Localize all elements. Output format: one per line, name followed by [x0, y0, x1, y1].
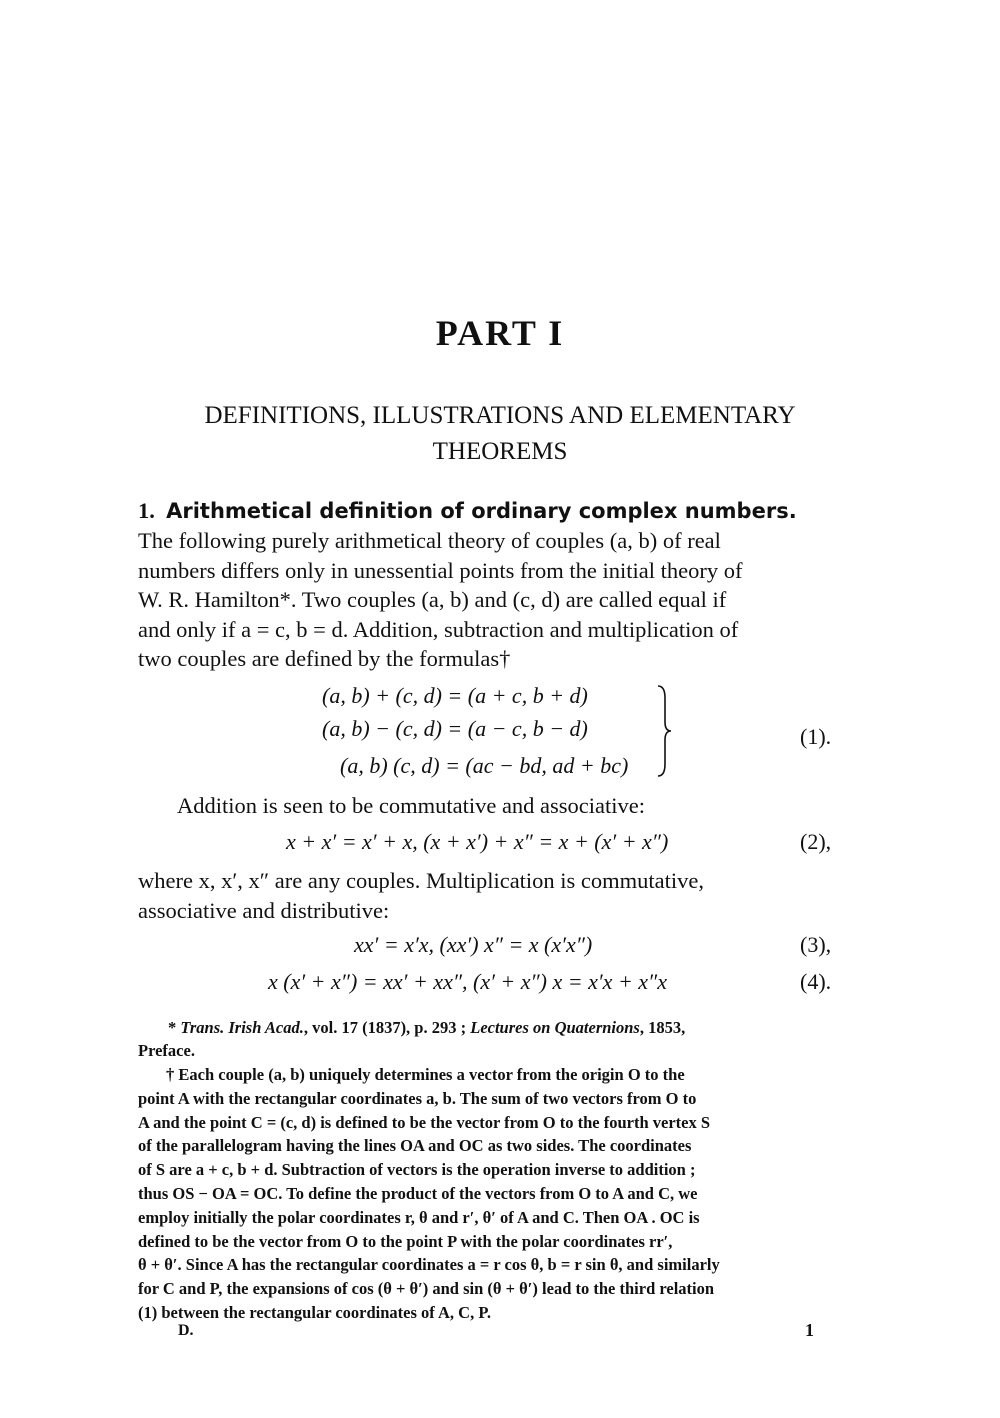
paragraph-1 [138, 526, 860, 674]
paragraph-3 [138, 866, 860, 925]
footnote-1 [168, 1016, 860, 1040]
equation-number-1: (1). [800, 724, 832, 749]
footnote-source: Trans. Irish Acad. [180, 1018, 304, 1037]
footnote-line: θ + θ′. Since A has the rectangular coordinates a = r cos θ, b = r sin θ, and similarly [138, 1255, 720, 1275]
paragraph-line: W. R. Hamilton*. Two couples (a, b) and (c, d) are called equal if [138, 587, 727, 612]
footnote-line: of the parallelogram having the lines OA and OC as two sides. The coordinates [138, 1136, 692, 1156]
equation-number-3: (3), [800, 932, 832, 957]
equation-number-4: (4). [800, 969, 832, 994]
equation-3: xx′ = x′x, (xx′) x″ = x (x′x″) [354, 932, 593, 957]
footnote-year: , 1853, [639, 1018, 686, 1037]
part-title: PART I [435, 313, 565, 353]
signature-mark: D. [178, 1322, 194, 1339]
footnote-details: , vol. 17 (1837), p. 293 ; [303, 1018, 467, 1037]
footnote-line: † Each couple (a, b) uniquely determines a vector from the origin O to the [166, 1065, 685, 1084]
equation-number-2: (2), [800, 829, 832, 854]
paragraph-line: and only if a = c, b = d. Addition, subtraction and multiplication of [138, 616, 739, 642]
section-number: 1. [138, 498, 155, 523]
paragraph-line: where x, x′, x″ are any couples. Multiplication is commutative, [138, 868, 705, 893]
footnote-line: point A with the rectangular coordinates a, b. The sum of two vectors from O to [138, 1088, 697, 1108]
footnote-line: (1) between the rectangular coordinates of A, C, P. [138, 1302, 492, 1322]
equation-1c: (a, b) (c, d) = (ac − bd, ad + bc) [340, 753, 629, 778]
footnote-line: of S are a + c, b + d. Subtraction of vectors is the operation inverse to addition ; [138, 1160, 696, 1180]
footnote-marker: * [168, 1018, 177, 1037]
section-heading [138, 496, 860, 527]
paragraph-line: two couples are defined by the formulas† [138, 646, 511, 671]
section-title: Arithmetical definition of ordinary complex numbers. [166, 499, 797, 523]
footnote-line: employ initially the polar coordinates r, θ and r′, θ′ of A and C. Then OA . OC is [138, 1207, 700, 1227]
paragraph-2: Addition is seen to be commutative and associative: [177, 793, 646, 818]
footnote-work: Lectures on Quaternions [470, 1018, 640, 1037]
paragraph-line: associative and distributive: [138, 897, 390, 923]
paragraph-line: The following purely arithmetical theory of couples (a, b) of real [138, 528, 721, 553]
chapter-title: DEFINITIONS, ILLUSTRATIONS AND ELEMENTARY THEOREMS [204, 402, 796, 465]
footnote-1-line-2: Preface. [138, 1041, 195, 1060]
equation-2: x + x′ = x′ + x, (x + x′) + x″ = x + (x′ + x″) [286, 829, 669, 854]
equation-1a: (a, b) + (c, d) = (a + c, b + d) [322, 683, 588, 708]
paragraph-line: numbers differs only in unessential points from the initial theory of [138, 557, 743, 583]
footnote-line: for C and P, the expansions of cos (θ + θ′) and sin (θ + θ′) lead to the third relation [138, 1279, 715, 1299]
page-number: 1 [805, 1320, 814, 1340]
equation-1b: (a, b) − (c, d) = (a − c, b − d) [322, 716, 588, 741]
footnote-line: A and the point C = (c, d) is defined to be the vector from O to the fourth vertex S [138, 1112, 711, 1132]
equation-4: x (x′ + x″) = xx′ + xx″, (x′ + x″) x = x′x + x″x [268, 969, 667, 994]
right-brace [655, 684, 673, 778]
footnote-line: thus OS − OA = OC. To define the product of the vectors from O to A and C, we [138, 1183, 698, 1203]
footnote-line: defined to be the vector from O to the point P with the polar coordinates rr′, [138, 1231, 673, 1251]
footnote-2 [138, 1063, 860, 1325]
